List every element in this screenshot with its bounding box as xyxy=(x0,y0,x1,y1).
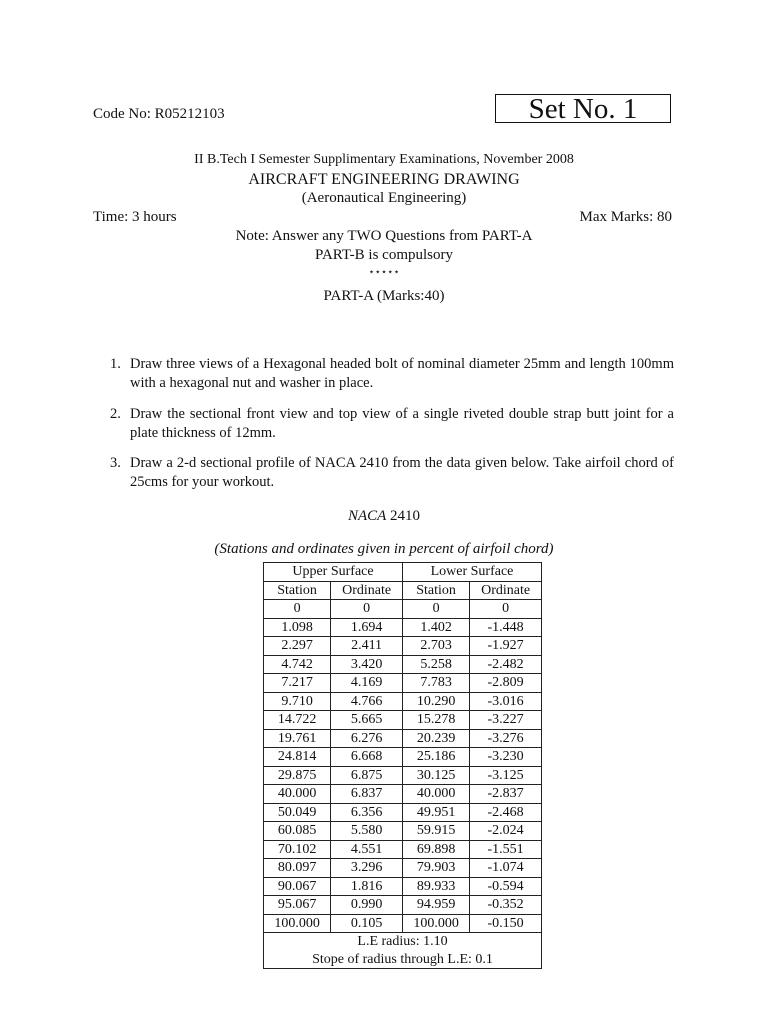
lower-ordinate-cell: -0.594 xyxy=(470,877,542,896)
lower-ordinate-cell: -2.482 xyxy=(470,655,542,674)
station-header: Station xyxy=(402,581,469,600)
naca-number: 2410 xyxy=(390,508,421,524)
lower-station-cell: 10.290 xyxy=(402,692,469,711)
table-row xyxy=(264,803,542,822)
lower-station-cell: 69.898 xyxy=(402,840,469,859)
ordinate-header: Ordinate xyxy=(470,581,542,600)
upper-ordinate-cell: 6.356 xyxy=(331,803,403,822)
branch-name: (Aeronautical Engineering) xyxy=(301,190,467,206)
lower-ordinate-cell: -2.468 xyxy=(470,803,542,822)
lower-station-cell: 100.000 xyxy=(402,914,469,933)
lower-ordinate-cell: -3.125 xyxy=(470,766,542,785)
upper-ordinate-cell: 5.580 xyxy=(331,822,403,841)
table-row xyxy=(264,637,542,656)
upper-station-cell: 9.710 xyxy=(264,692,331,711)
table-row xyxy=(264,896,542,915)
lower-station-cell: 15.278 xyxy=(402,711,469,730)
upper-station-cell: 4.742 xyxy=(264,655,331,674)
naca-caption: (Stations and ordinates given in percent of airfoil chord) xyxy=(214,541,554,557)
table-row xyxy=(264,618,542,637)
lower-station-cell: 25.186 xyxy=(402,748,469,767)
lower-station-cell: 89.933 xyxy=(402,877,469,896)
question-text: Draw a 2-d sectional profile of NACA 2410 from the data given below. Take airfoil chord of 25cms for your workout. xyxy=(130,455,674,490)
lower-ordinate-cell: 0 xyxy=(470,600,542,619)
station-header: Station xyxy=(264,581,331,600)
table-row xyxy=(264,766,542,785)
lower-ordinate-cell: -1.074 xyxy=(470,859,542,878)
upper-station-cell: 1.098 xyxy=(264,618,331,637)
lower-station-cell: 0 xyxy=(402,600,469,619)
upper-station-cell: 2.297 xyxy=(264,637,331,656)
upper-ordinate-cell: 2.411 xyxy=(331,637,403,656)
question-text: Draw three views of a Hexagonal headed bolt of nominal diameter 25mm and length 100mm with a hexagonal nut and washer in place. xyxy=(130,356,674,391)
upper-ordinate-cell: 6.875 xyxy=(331,766,403,785)
question-number: 1. xyxy=(110,356,121,372)
upper-station-cell: 70.102 xyxy=(264,840,331,859)
table-row xyxy=(264,859,542,878)
lower-ordinate-cell: -2.809 xyxy=(470,674,542,693)
lower-station-cell: 5.258 xyxy=(402,655,469,674)
table-row xyxy=(264,914,542,933)
question-3 xyxy=(110,454,674,492)
upper-ordinate-cell: 4.169 xyxy=(331,674,403,693)
upper-ordinate-cell: 0.105 xyxy=(331,914,403,933)
note-line: Note: Answer any TWO Questions from PART-A xyxy=(235,228,533,244)
lower-ordinate-cell: -2.024 xyxy=(470,822,542,841)
lower-ordinate-cell: -1.551 xyxy=(470,840,542,859)
table-row xyxy=(264,711,542,730)
lower-ordinate-cell: -3.227 xyxy=(470,711,542,730)
lower-surface-header: Lower Surface xyxy=(402,563,541,582)
question-number: 2. xyxy=(110,406,121,422)
upper-station-cell: 24.814 xyxy=(264,748,331,767)
lower-station-cell: 49.951 xyxy=(402,803,469,822)
upper-ordinate-cell: 3.296 xyxy=(331,859,403,878)
lower-ordinate-cell: -1.927 xyxy=(470,637,542,656)
lower-station-cell: 79.903 xyxy=(402,859,469,878)
lower-ordinate-cell: -3.276 xyxy=(470,729,542,748)
table-row xyxy=(264,674,542,693)
table-row xyxy=(264,822,542,841)
question-number: 3. xyxy=(110,455,121,471)
le-radius: L.E radius: 1.10 xyxy=(264,933,542,951)
table-row xyxy=(264,785,542,804)
subject-title: AIRCRAFT ENGINEERING DRAWING xyxy=(248,171,520,188)
upper-station-cell: 50.049 xyxy=(264,803,331,822)
set-number-box: Set No. 1 xyxy=(495,94,671,123)
lower-station-cell: 1.402 xyxy=(402,618,469,637)
lower-ordinate-cell: -0.150 xyxy=(470,914,542,933)
lower-ordinate-cell: -3.230 xyxy=(470,748,542,767)
ordinate-header: Ordinate xyxy=(331,581,403,600)
upper-station-cell: 19.761 xyxy=(264,729,331,748)
naca-data-table xyxy=(263,562,542,969)
lower-ordinate-cell: -3.016 xyxy=(470,692,542,711)
table-row xyxy=(264,600,542,619)
upper-ordinate-cell: 1.816 xyxy=(331,877,403,896)
upper-ordinate-cell: 6.276 xyxy=(331,729,403,748)
upper-station-cell: 60.085 xyxy=(264,822,331,841)
upper-station-cell: 40.000 xyxy=(264,785,331,804)
upper-ordinate-cell: 0.990 xyxy=(331,896,403,915)
upper-surface-header: Upper Surface xyxy=(264,563,403,582)
lower-ordinate-cell: -0.352 xyxy=(470,896,542,915)
upper-station-cell: 0 xyxy=(264,600,331,619)
upper-station-cell: 95.067 xyxy=(264,896,331,915)
lower-station-cell: 30.125 xyxy=(402,766,469,785)
table-row xyxy=(264,692,542,711)
lower-station-cell: 2.703 xyxy=(402,637,469,656)
lower-ordinate-cell: -2.837 xyxy=(470,785,542,804)
lower-station-cell: 40.000 xyxy=(402,785,469,804)
upper-station-cell: 29.875 xyxy=(264,766,331,785)
stars-divider: ⋆⋆⋆⋆⋆ xyxy=(368,267,400,278)
naca-heading xyxy=(0,508,768,525)
question-text: Draw the sectional front view and top view of a single riveted double strap butt joint for a plate thickness of 12mm. xyxy=(130,406,674,441)
max-marks-label: Max Marks: 80 xyxy=(579,209,672,225)
lower-station-cell: 59.915 xyxy=(402,822,469,841)
question-2 xyxy=(110,405,674,443)
table-row xyxy=(264,748,542,767)
naca-table-body xyxy=(264,600,542,933)
upper-ordinate-cell: 1.694 xyxy=(331,618,403,637)
table-row xyxy=(264,840,542,859)
upper-station-cell: 7.217 xyxy=(264,674,331,693)
table-row xyxy=(264,729,542,748)
upper-station-cell: 90.067 xyxy=(264,877,331,896)
lower-station-cell: 7.783 xyxy=(402,674,469,693)
le-slope: Stope of radius through L.E: 0.1 xyxy=(264,951,542,969)
code-number: Code No: R05212103 xyxy=(93,106,225,122)
upper-ordinate-cell: 4.551 xyxy=(331,840,403,859)
exam-line: II B.Tech I Semester Supplimentary Examinations, November 2008 xyxy=(194,152,574,167)
lower-ordinate-cell: -1.448 xyxy=(470,618,542,637)
upper-ordinate-cell: 4.766 xyxy=(331,692,403,711)
upper-ordinate-cell: 0 xyxy=(331,600,403,619)
upper-station-cell: 100.000 xyxy=(264,914,331,933)
table-row xyxy=(264,655,542,674)
upper-station-cell: 14.722 xyxy=(264,711,331,730)
upper-ordinate-cell: 6.837 xyxy=(331,785,403,804)
parta-heading: PART-A (Marks:40) xyxy=(323,288,445,304)
table-row xyxy=(264,877,542,896)
partb-line: PART-B is compulsory xyxy=(314,247,454,263)
time-label: Time: 3 hours xyxy=(93,209,177,225)
naca-name: NACA xyxy=(347,508,387,524)
upper-station-cell: 80.097 xyxy=(264,859,331,878)
upper-ordinate-cell: 5.665 xyxy=(331,711,403,730)
lower-station-cell: 94.959 xyxy=(402,896,469,915)
lower-station-cell: 20.239 xyxy=(402,729,469,748)
upper-ordinate-cell: 3.420 xyxy=(331,655,403,674)
upper-ordinate-cell: 6.668 xyxy=(331,748,403,767)
question-1 xyxy=(110,355,674,393)
